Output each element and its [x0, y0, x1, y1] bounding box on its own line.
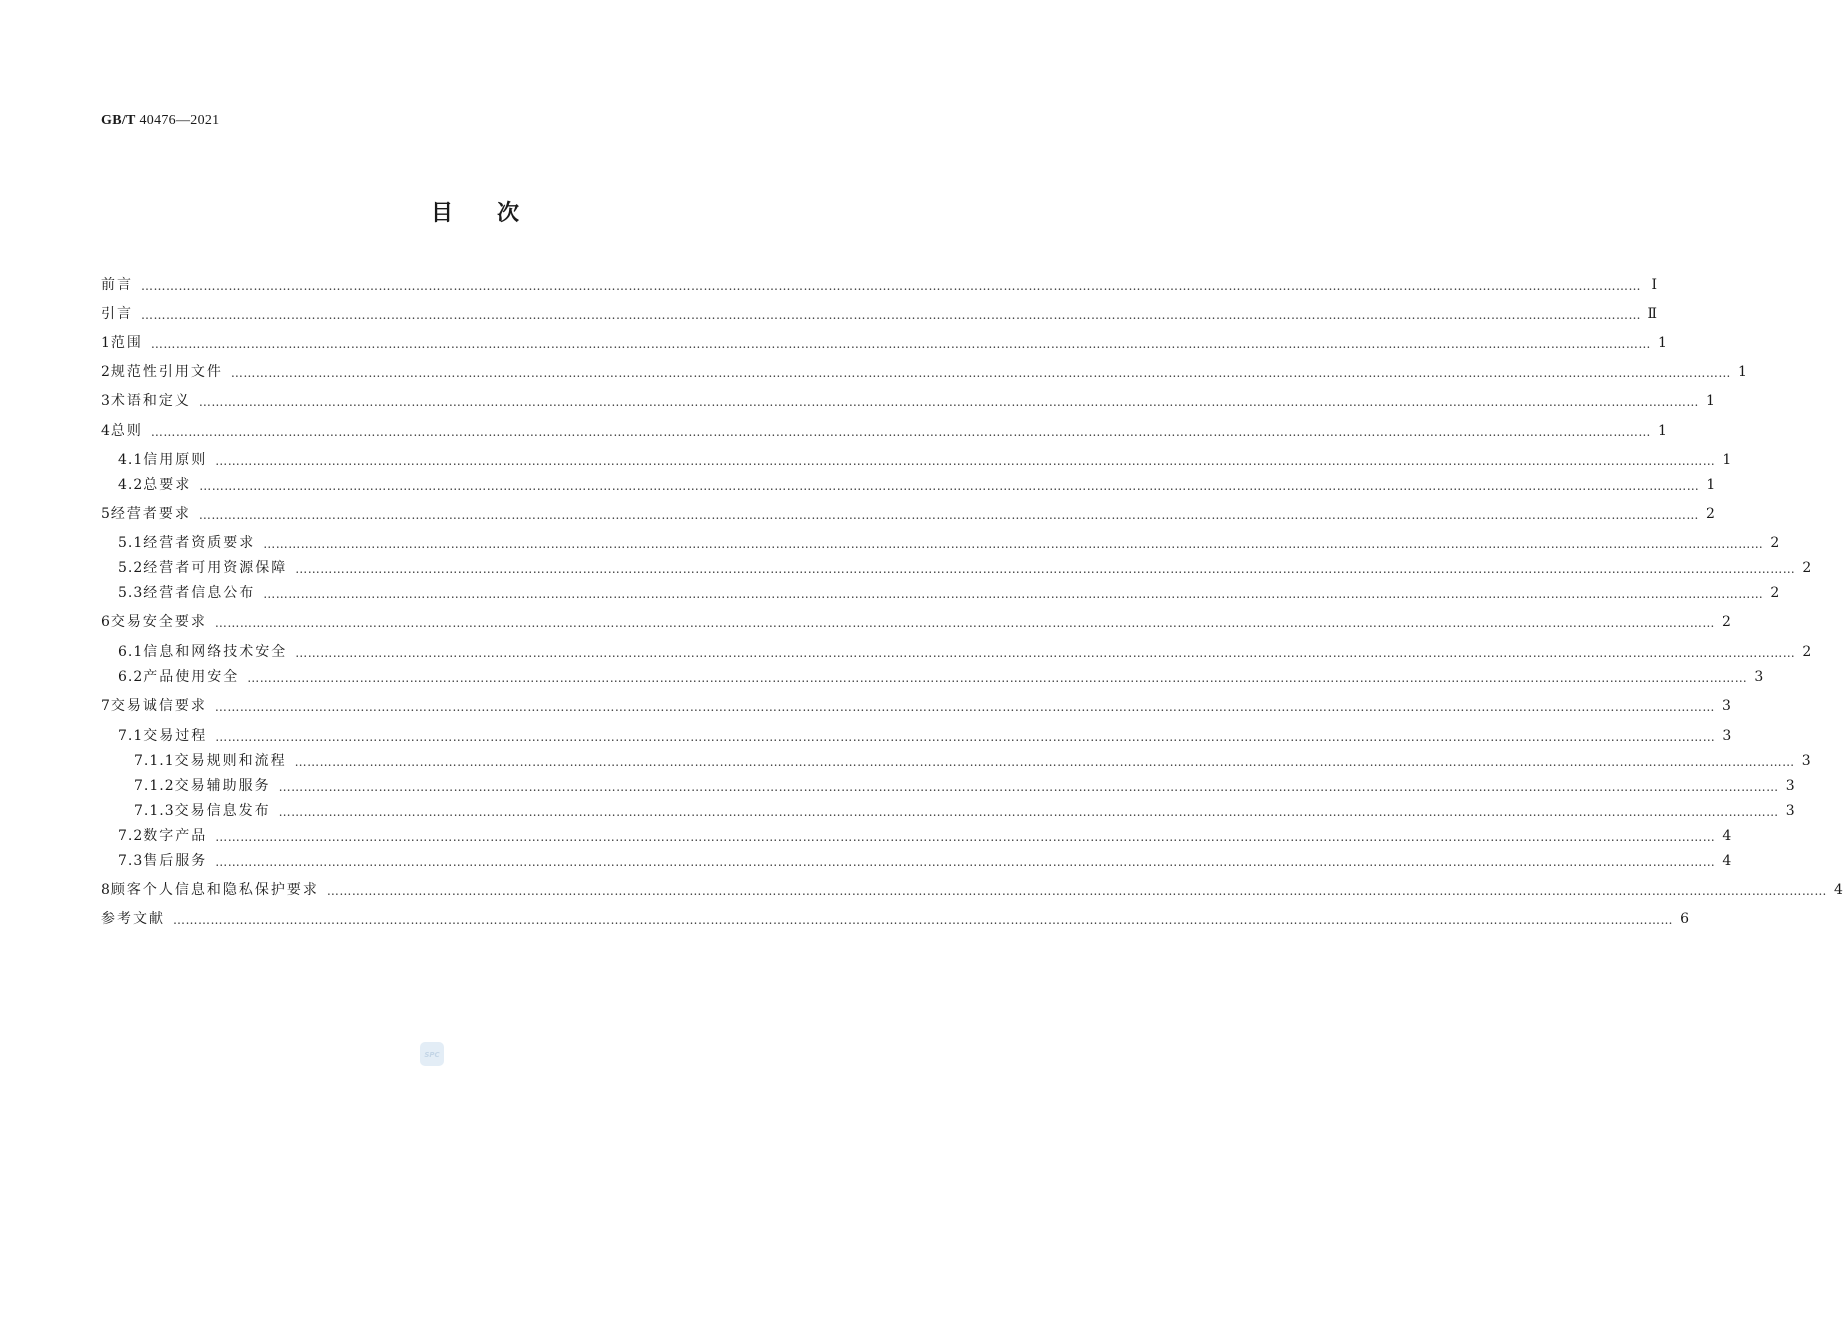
toc-number: 7.1 — [118, 728, 144, 744]
toc-label: 交易过程 — [143, 728, 208, 744]
toc-number: 6.1 — [118, 644, 144, 660]
toc-entry[interactable] — [134, 801, 1795, 821]
toc-label: 经营者信息公布 — [143, 585, 256, 601]
toc-number: 5.1 — [118, 535, 144, 551]
toc-number: 4.1 — [118, 452, 144, 468]
toc-entry[interactable] — [101, 880, 1843, 900]
toc-entry[interactable] — [101, 909, 1689, 929]
toc-number: 5.3 — [118, 585, 144, 601]
toc-leader-dots: ……………………………………………………………………………………………………………………………………………………………………………………………………………………………………………………………………………………………………………………………… — [215, 855, 1716, 869]
toc-label: 交易辅助服务 — [174, 778, 271, 794]
toc-page-number: 2 — [1706, 506, 1715, 522]
toc-entry[interactable] — [118, 583, 1780, 603]
toc-page-number: 3 — [1722, 728, 1732, 744]
toc-leader-dots: ……………………………………………………………………………………………………………………………………………………………………………………………………………………………………………………………………………………………………………………………… — [278, 780, 1779, 794]
toc-number: 4.2 — [118, 477, 144, 493]
toc-entry[interactable] — [118, 475, 1716, 495]
toc-label: 前言 — [101, 277, 133, 293]
toc-leader-dots: ……………………………………………………………………………………………………………………………………………………………………………………………………………………………………………………………………………………………………………………………… — [247, 671, 1748, 685]
toc-number: 7.3 — [118, 853, 144, 869]
toc-page-number: 3 — [1801, 753, 1811, 769]
toc-page-number: 1 — [1706, 393, 1715, 409]
toc-label: 术语和定义 — [110, 393, 191, 409]
toc-number: 3 — [101, 393, 111, 409]
toc-entry[interactable] — [118, 558, 1812, 578]
toc-number: 8 — [101, 882, 111, 898]
toc-page-number: 1 — [1738, 364, 1747, 380]
toc-label: 信用原则 — [143, 452, 208, 468]
toc-page-number: 1 — [1658, 423, 1667, 439]
toc-page-number: 2 — [1802, 560, 1812, 576]
toc-number: 4 — [101, 423, 111, 439]
toc-label: 总要求 — [143, 477, 192, 493]
toc-page-number: Ⅰ — [1651, 277, 1657, 293]
toc-page-number: 3 — [1722, 698, 1731, 714]
standard-code: GB/T — [101, 113, 136, 128]
toc-label: 产品使用安全 — [143, 669, 240, 685]
toc-label: 参考文献 — [101, 911, 165, 927]
toc-entry[interactable] — [101, 504, 1715, 524]
toc-number: 5.2 — [118, 560, 144, 576]
toc-entry[interactable] — [134, 776, 1795, 796]
toc-leader-dots: ……………………………………………………………………………………………………………………………………………………………………………………………………………………………………………………………………………………………………………………………… — [278, 805, 1779, 819]
toc-entry[interactable] — [101, 421, 1667, 441]
toc-leader-dots: ……………………………………………………………………………………………………………………………………………………………………………………………………………………………………………………………………………………………………………………………… — [230, 366, 1731, 380]
toc-number: 5 — [101, 506, 111, 522]
toc-page-number: 4 — [1834, 882, 1843, 898]
toc-page-number: 4 — [1722, 828, 1732, 844]
toc-leader-dots: ……………………………………………………………………………………………………………………………………………………………………………………………………………………………………………………………………………………………………………………………… — [198, 395, 1699, 409]
toc-entry[interactable] — [101, 333, 1667, 353]
publisher-logo — [419, 1041, 445, 1067]
toc-entry[interactable] — [118, 642, 1812, 662]
toc-page-number: 2 — [1770, 535, 1780, 551]
toc-label: 总则 — [110, 423, 143, 439]
toc-label: 顾客个人信息和隐私保护要求 — [110, 882, 319, 898]
toc-entry[interactable] — [101, 304, 1657, 324]
toc-number: 7.2 — [118, 828, 144, 844]
toc-page-number: 1 — [1722, 452, 1732, 468]
toc-leader-dots: ……………………………………………………………………………………………………………………………………………………………………………………………………………………………………………………………………………………………………………………………… — [173, 913, 1673, 927]
toc-number: 6.2 — [118, 669, 144, 685]
toc-leader-dots: ……………………………………………………………………………………………………………………………………………………………………………………………………………………………………………………………………………………………………………………………… — [150, 337, 1651, 351]
toc-entry[interactable] — [101, 362, 1747, 382]
toc-entry[interactable] — [101, 391, 1715, 411]
toc-page-number: 1 — [1706, 477, 1716, 493]
title-char-1: 目 — [430, 201, 453, 226]
toc-leader-dots: ……………………………………………………………………………………………………………………………………………………………………………………………………………………………………………………………………………………………………………………………… — [263, 587, 1764, 601]
toc-page-number: 3 — [1754, 669, 1764, 685]
toc-leader-dots: ……………………………………………………………………………………………………………………………………………………………………………………………………………………………………………………………………………………………………………………………… — [214, 700, 1715, 714]
toc-leader-dots: ……………………………………………………………………………………………………………………………………………………………………………………………………………………………………………………………………………………………………………………………… — [326, 884, 1827, 898]
toc-leader-dots: ……………………………………………………………………………………………………………………………………………………………………………………………………………………………………………………………………………………………………………………………… — [141, 279, 1641, 293]
toc-leader-dots: ……………………………………………………………………………………………………………………………………………………………………………………………………………………………………………………………………………………………………………………………… — [215, 730, 1716, 744]
toc-leader-dots: ……………………………………………………………………………………………………………………………………………………………………………………………………………………………………………………………………………………………………………………………… — [263, 537, 1764, 551]
toc-label: 交易安全要求 — [110, 614, 207, 630]
toc-label: 范围 — [110, 335, 143, 351]
toc-label: 交易诚信要求 — [110, 698, 207, 714]
toc-entry[interactable] — [134, 751, 1811, 771]
toc-label: 引言 — [101, 306, 133, 322]
toc-entry[interactable] — [118, 450, 1732, 470]
toc-number: 2 — [101, 364, 111, 380]
toc-label: 经营者可用资源保障 — [143, 560, 288, 576]
toc-leader-dots: ……………………………………………………………………………………………………………………………………………………………………………………………………………………………………………………………………………………………………………………………… — [215, 830, 1716, 844]
toc-page-number: 6 — [1680, 911, 1689, 927]
toc-page-number: 3 — [1785, 778, 1795, 794]
toc-page-number: 2 — [1802, 644, 1812, 660]
toc-label: 售后服务 — [143, 853, 208, 869]
toc-label: 交易规则和流程 — [174, 753, 287, 769]
toc-label: 经营者资质要求 — [143, 535, 256, 551]
toc-number: 7 — [101, 698, 111, 714]
toc-entry[interactable] — [101, 612, 1731, 632]
standard-number: 40476—2021 — [139, 113, 220, 128]
toc-label: 交易信息发布 — [174, 803, 271, 819]
toc-entry[interactable] — [118, 533, 1780, 553]
toc-page-number: 1 — [1658, 335, 1667, 351]
toc-label: 经营者要求 — [110, 506, 191, 522]
toc-number: 6 — [101, 614, 111, 630]
toc-label: 规范性引用文件 — [110, 364, 223, 380]
toc-leader-dots: ……………………………………………………………………………………………………………………………………………………………………………………………………………………………………………………………………………………………………………………………… — [214, 616, 1715, 630]
toc-leader-dots: ……………………………………………………………………………………………………………………………………………………………………………………………………………………………………………………………………………………………………………………………… — [199, 479, 1700, 493]
toc-page-number: 4 — [1722, 853, 1732, 869]
svg-text:SPC: SPC — [424, 1051, 440, 1059]
toc-leader-dots: ……………………………………………………………………………………………………………………………………………………………………………………………………………………………………………………………………………………………………………………………… — [215, 454, 1716, 468]
toc-leader-dots: ……………………………………………………………………………………………………………………………………………………………………………………………………………………………………………………………………………………………………………………………… — [198, 508, 1699, 522]
toc-page-number: 2 — [1722, 614, 1731, 630]
toc-number: 7.1.3 — [134, 803, 175, 819]
title-char-2: 次 — [497, 201, 520, 226]
toc-number: 1 — [101, 335, 111, 351]
toc-entry[interactable] — [101, 696, 1731, 716]
toc-entry[interactable] — [118, 667, 1764, 687]
toc-entry[interactable] — [118, 826, 1732, 846]
toc-leader-dots: ……………………………………………………………………………………………………………………………………………………………………………………………………………………………………………………………………………………………………………………………… — [141, 308, 1641, 322]
toc-number: 7.1.1 — [134, 753, 175, 769]
toc-page-number: Ⅱ — [1647, 306, 1657, 322]
toc-label: 数字产品 — [143, 828, 208, 844]
toc-number: 7.1.2 — [134, 778, 175, 794]
toc-leader-dots: ……………………………………………………………………………………………………………………………………………………………………………………………………………………………………………………………………………………………………………………………… — [295, 562, 1796, 576]
toc-page-number: 2 — [1770, 585, 1780, 601]
toc-label: 信息和网络技术安全 — [143, 644, 288, 660]
toc-entry[interactable] — [118, 851, 1732, 871]
toc-leader-dots: ……………………………………………………………………………………………………………………………………………………………………………………………………………………………………………………………………………………………………………………………… — [294, 755, 1795, 769]
toc-entry[interactable] — [101, 275, 1657, 295]
toc-entry[interactable] — [118, 726, 1732, 746]
toc-page-number: 3 — [1785, 803, 1795, 819]
toc-leader-dots: ……………………………………………………………………………………………………………………………………………………………………………………………………………………………………………………………………………………………………………………………… — [295, 646, 1796, 660]
toc-leader-dots: ……………………………………………………………………………………………………………………………………………………………………………………………………………………………………………………………………………………………………………………………… — [150, 425, 1651, 439]
